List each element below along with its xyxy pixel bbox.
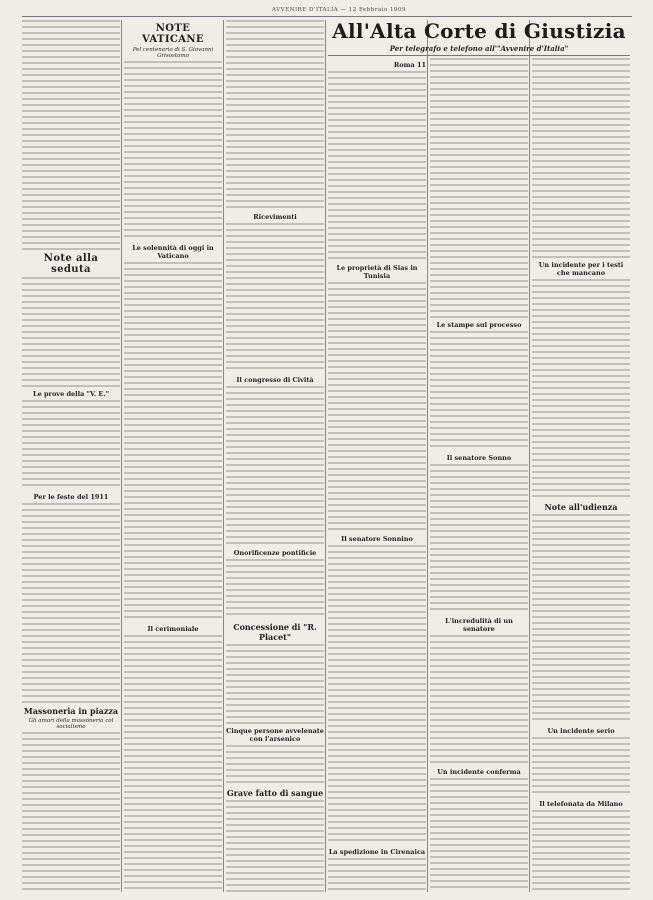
article-text	[430, 58, 528, 318]
article-text	[430, 778, 528, 888]
article-text	[124, 635, 222, 892]
banner-title: All'Alta Corte di Giustizia	[332, 19, 626, 43]
column-4	[328, 58, 426, 892]
article-text	[532, 279, 630, 499]
article-text	[124, 61, 222, 241]
article-subheading: Pel centenario di S. Giovanni Grisostomo	[132, 47, 214, 59]
article-heading: Grave fatto di sangue	[226, 788, 324, 798]
article-heading: Massoneria in piazza	[23, 706, 119, 716]
article-text	[22, 20, 120, 250]
column-3	[226, 20, 324, 892]
column-rule	[325, 20, 326, 892]
article-text	[328, 71, 426, 261]
article-heading: Cinque persone avvelenate con l'arsenico	[226, 727, 324, 743]
column-2	[124, 20, 222, 892]
column-rule	[223, 20, 224, 892]
article-heading: Il telefonata da Milano	[539, 800, 623, 808]
article-heading: Le prove della "V. E."	[33, 390, 109, 398]
article-text	[430, 635, 528, 765]
article-text	[532, 514, 630, 724]
article-heading: NOTE VATICANE	[142, 23, 204, 45]
article-heading: Il senatore Sonnino	[341, 535, 413, 543]
divider	[328, 55, 630, 56]
article-heading: Le proprietà di Sias in Tunisia	[336, 264, 418, 280]
page-header	[22, 6, 632, 17]
article-text	[532, 810, 630, 890]
article-heading: Le stampe sul processo	[436, 321, 522, 329]
article-text	[226, 223, 324, 373]
article-heading: Un incidente conferma	[437, 768, 521, 776]
banner-subtitle: Per telegrafo e telefono all'"Avvenire d'Italia"	[389, 44, 569, 53]
article-text	[124, 262, 222, 622]
column-6	[532, 58, 630, 892]
article-text	[22, 400, 120, 490]
article-heading: Note alla seduta	[43, 253, 99, 275]
banner-headline	[328, 20, 630, 58]
article-text	[22, 732, 120, 892]
article-heading: Onorificenze pontificie	[233, 549, 317, 557]
article-text	[430, 331, 528, 451]
article-text	[22, 277, 120, 387]
article-heading: Il senatore Sonno	[446, 454, 512, 462]
article-heading: Un incidente serio	[547, 727, 615, 735]
article-text	[22, 503, 120, 703]
article-heading: La spedizione in Cirenaica	[328, 848, 426, 856]
column-rule	[529, 20, 530, 892]
article-text	[226, 386, 324, 546]
article-heading: Concessione di "R. Placet"	[233, 622, 317, 642]
article-heading: Le solennità di oggi in Vaticano	[132, 244, 214, 260]
column-5	[430, 58, 528, 892]
article-heading: Un incidente per i testi che mancano	[538, 261, 624, 277]
column-rule	[121, 20, 122, 892]
article-heading: Il congresso di Cività	[236, 376, 314, 384]
article-heading: Ricevimenti	[253, 213, 297, 221]
article-text	[226, 644, 324, 724]
article-text	[226, 745, 324, 785]
article-heading: Note all'udienza	[544, 502, 618, 512]
column-rule	[427, 20, 428, 892]
article-heading: Il cerimoniale	[147, 625, 199, 633]
article-text	[328, 858, 426, 892]
article-text	[226, 800, 324, 892]
article-text	[226, 559, 324, 619]
article-text	[532, 737, 630, 797]
article-text	[328, 282, 426, 532]
dateline: Roma 11	[393, 61, 426, 69]
header-title: AVVENIRE D'ITALIA — 12 Febbraio 1909	[272, 7, 407, 13]
column-1	[22, 20, 120, 892]
article-text	[226, 20, 324, 210]
article-text	[532, 58, 630, 258]
article-heading: Per le feste del 1911	[33, 493, 109, 501]
article-text	[328, 545, 426, 845]
article-heading: L'incredulità di un senatore	[445, 617, 513, 633]
article-subheading: Gli amori della massoneria col socialismo	[28, 718, 114, 730]
article-text	[430, 464, 528, 614]
